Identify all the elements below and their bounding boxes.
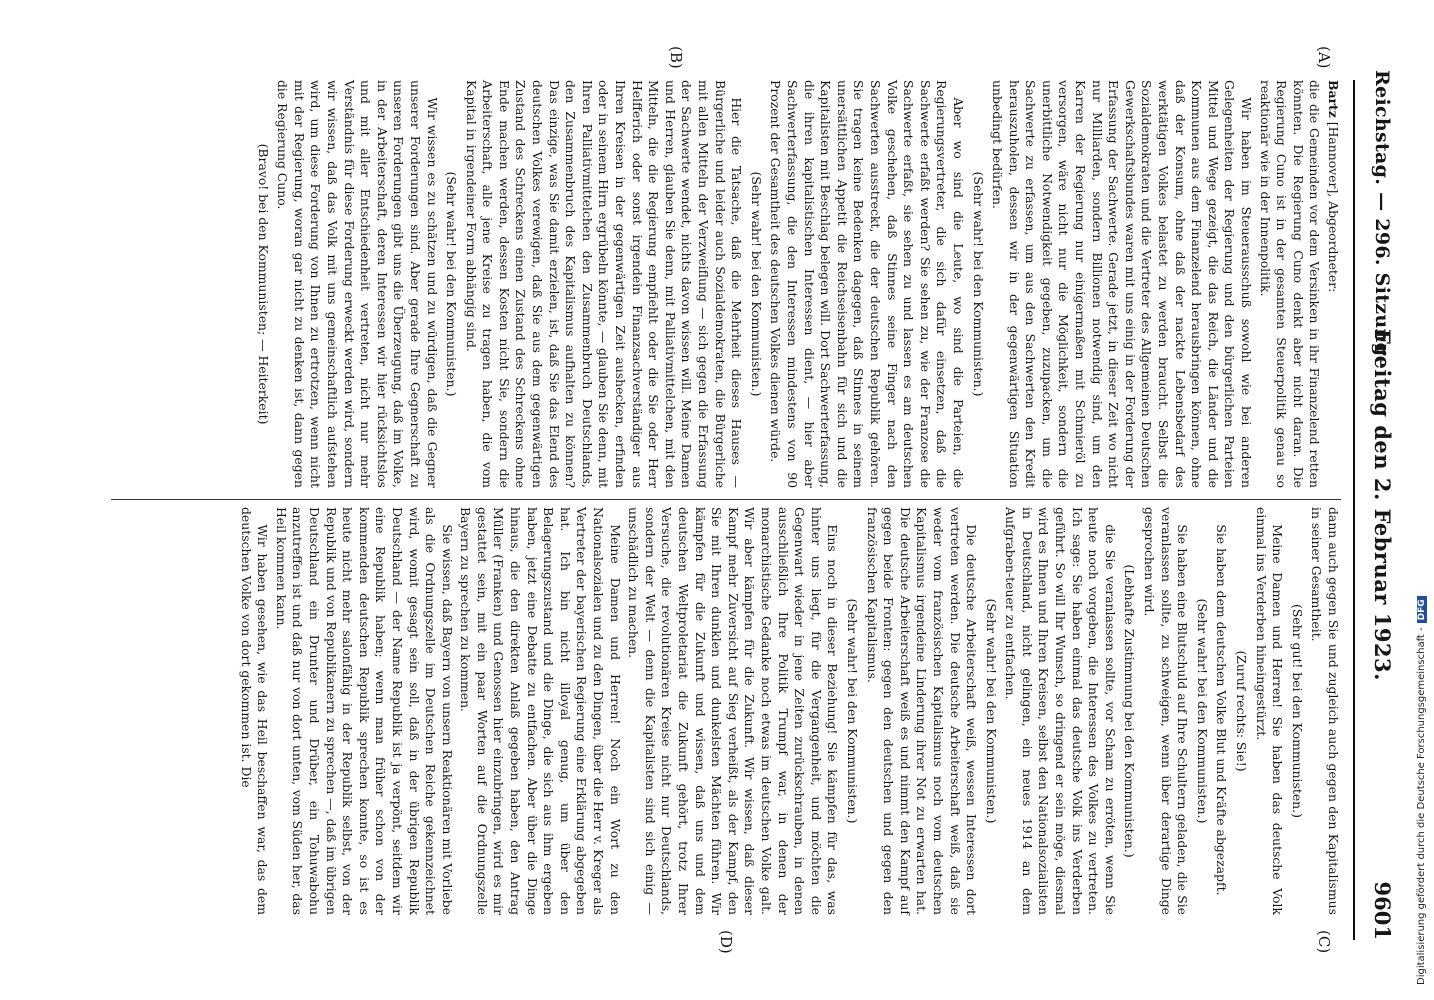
interjection: (Sehr wahr! bei den Kommunisten.) <box>1194 598 1210 824</box>
header-session: Reichstag. — 296. Sitzung. <box>1371 70 1393 364</box>
right-column <box>235 507 1341 915</box>
paragraph: Meine Damen und Herren! Sie haben das deutsche Volk einmal ins Verderben hineingestürzt. <box>1253 507 1286 915</box>
paragraph: dann auch gegen Sie und zugleich auch gegen den Kapitalismus in seiner Gesamtheit. <box>1309 507 1341 915</box>
interjection: (Bravo! bei den Kommunisten; — Heiterkeit) <box>255 143 271 425</box>
speaker-affiliation: [Hannover], Abgeordneter: <box>1326 117 1341 293</box>
paragraph: Die deutsche Arbeiterschaft weiß, wessen Interessen dort vertreten werden. Die deutsche Arbeiterschaft weiß, daß sie weder vom französischen Kapitalismus noch vom deutschen Kapitalismus irgendeine Linderung ihrer Not zu erwarten hat. Die deutsche Arbeiterschaft weiß es und nimmt den Kampf auf gegen beide Fronten: gegen den deutschen und gegen den französischen Kapitalismus. <box>864 507 980 915</box>
header-rule <box>1353 80 1355 940</box>
credit-text: Digitalisierung gefördert durch die Deutsche Forschungsgemeinschaft - <box>1416 627 1427 985</box>
interjection: (Sehr wahr! bei den Kommunisten.) <box>748 171 764 397</box>
margin-marker-b: (B) <box>667 46 685 69</box>
column-divider <box>111 499 1341 500</box>
interjection: (Zuruf rechts: Sie!) <box>1234 650 1250 772</box>
margin-marker-c: (C) <box>1315 930 1333 954</box>
credit-text-line <box>1416 596 1427 985</box>
paragraph: Aber wo sind die Leute, wo sind die Parteien, die Regierungsvertreter, die sich dafür einsetzen, daß die Sachwerte erfaßt werden? Sie sehen zu, wie der Franzose die Sachwerte erfaßt, sie sehen zu und lassen es am deutschen Volke geschehen, daß Stinnes seine Finger nach den Sachwerten ausstreckt, die der deutschen Republik gehören. Sie tragen keine Bedenken dagegen, daß Stinnes in seinem unersättlichen Appetit die Reichseisenbahn für sich und die Kapitalisten mit Beschlag belegen will. Dort Sachwerterfassung, die ihren kapitalistischen Interessen dient, — hier aber Sachwerterfassung, die den Interessen mindestens von 90 Prozent der Gesamtheit des deutschen Volkes dienen würde. <box>768 80 966 488</box>
margin-marker-a: (A) <box>1315 46 1333 69</box>
dfg-logo: DFG <box>1417 596 1427 623</box>
header-date: Freitag den 2. Februar 1923. <box>1370 329 1395 681</box>
interjection: (Sehr wahr! bei den Kommunisten.) <box>970 171 986 397</box>
paragraph: Wir wissen es zu schätzen und zu würdigen, daß die Gegner unserer Forderungen sind. Aber gerade Ihre Gegnerschaft zu unseren Forderungen gibt uns die Überzeugung, daß im Volke, in der Arbeiterschaft, deren Interessen wir hier rücksichtslos und mit aller Entschiedenheit vertreten, nicht nur mehr Verständnis für diese Forderung erweckt werden wird, sondern wir wissen, daß das Volk mit uns gemeinschaftlich aufstehen wird, um diese Forderung von Ihnen zu ertrotzen, wenn nicht mit der Regierung, woran gar nicht zu denken ist, dann gegen die Regierung Cuno. <box>275 80 440 488</box>
speaker-name: Bartz <box>1326 80 1341 118</box>
paragraph: Hier die Tatsache, daß die Mehrheit dieses Hauses — Bürgerliche und leider auch Sozialdemokraten, die Bürgerliche mit allen Mitteln der Verzweiflung — sich gegen die Erfassung der Sachwerte wendet, nichts davon wissen will. Meine Damen und Herren, glauben Sie denn, mit Palliativmittelchen, mit den Mitteln, die die Regierung empfiehlt oder die Sie oder Herr Helfferich oder sonst irgendein Finanzsachverständiger aus Ihren Kreisen in der gegenwärtigen Zeit aushecken, erfinden oder in seinem Hirn ergrübeln könnte, — glauben Sie denn, mit Ihren Palliativmittelchen den Zusammenbruch Deutschlands, den Zusammenbruch des Kapitalismus aufhalten zu können? Das einzige, was Sie damit erzielen, ist, daß Sie das Elend des deutschen Volkes verewigen, daß Sie aus dem gegenwärtigen Zustand des Schreckens einen Zustand des Schreckens ohne Ende machen werden, dessen Kosten nicht Sie, sondern die Arbeiterschaft, alle jene Kreise zu tragen haben, die vom Kapital in irgendeiner Form abhängig sind. <box>463 80 745 488</box>
interjection: (Sehr wahr! bei den Kommunisten.) <box>444 171 460 397</box>
paragraph: die Sie veranlassen sollte, vor Scham zu erröten, wenn Sie heute noch vorgeben, die Interessen des Volkes zu vertreten. Ich sage: Sie haben einmal das deutsche Volk ins Verderben geführt. So will Ihr Wunsch, so dringend er sein möge, diesmal wird es Ihnen und Ihren Kreisen, selbst den Nationalsozialisten in Deutschland, nicht gelingen, ein neues 1914 an dem Aufgraben-teuer zu entfachen. <box>1003 507 1118 915</box>
interjection: (Sehr gut! bei den Kommunisten.) <box>1289 604 1305 818</box>
paragraph: Wir haben im Steuerausschuß sowohl wie bei anderen Gelegenheiten der Regierung und den bürgerlichen Parteien Mittel und Wege gezeigt, die das Reich, die Länder und die Kommunen aus dem Finanzelend herausbringen können, ohne daß der Konsum, ohne daß der nackte Lebensbedarf des werktätigen Volkes belastet zu werden braucht. Selbst die Sozialdemokraten und die Vertreter des Allgemeinen Deutschen Gewerkschaftsbundes waren mit uns einig in der Forderung der Erfassung der Sachwerte. Gerade jetzt, in dieser Zeit wo nicht nur Milliarden, sondern Billionen notwendig sind, um den Karren der Regierung nur einigermaßen mit Schmieröl zu versorgen, wäre nicht nur die Möglichkeit, sondern die unerbittliche Notwendigkeit gegeben, zuzupacken, um die Sachwerte zu erfassen, um aus den Sachwerten den Kredit herauszuholen, dessen wir in der gegenwärtigen Situation unbedingt bedürfen. <box>990 80 1255 488</box>
speaker-line <box>1324 80 1341 488</box>
margin-marker-d: (D) <box>717 930 735 954</box>
page-number: 9601 <box>1370 881 1395 940</box>
paragraph: Meine Damen und Herren! Noch ein Wort zu den Nationalsozialen und zu den Dingen, über die Herr v. Kreger als Vertreter der bayerischen Regierung eine Erklärung abgegeben hat. Ich bin nicht illoyal genug, um über den Belagerungszustand und die Dinge, die sich aus ihm ergeben haben, jetzt eine Debatte zu entfachen. Aber über die Dinge hinaus, die den direkten Anlaß gegeben haben, den Antrag Müller (Franken) und Genossen hier einzubringen, wird es mir gestattet sein, mit ein paar Worten auf die Ordnungszelle Bayern zu sprechen zu kommen. <box>458 507 623 915</box>
paragraph: die die Gemeinden vor dem Versinken in ihr Finanzelend retten könnten. Die Regierung Cuno denkt aber nicht daran. Die Regierung Cuno ist in der gesamten Steuerpolitik genau so reaktionär wie in der Innenpolitik. <box>1257 80 1323 488</box>
interjection: (Sehr wahr! bei den Kommunisten.) <box>983 598 999 824</box>
digitization-credit <box>1414 0 1434 1000</box>
interjection: (Sehr wahr! bei den Kommunisten.) <box>844 598 860 824</box>
paragraph: Sie haben eine Blutschuld auf Ihre Schultern geladen, die Sie veranlassen sollte, zu schweigen, wenn über derartige Dinge gesprochen wird. <box>1142 507 1191 915</box>
interjection: (Lebhafte Zustimmung bei den Kommunisten.) <box>1122 564 1138 858</box>
paragraph: Sie wissen, daß Bayern von unsern Reaktionären mit Vorliebe als die Ordnungszelle im Deutschen Reiche gekennzeichnet wird, womit gesagt sein soll, daß in der übrigen Republik Deutschland — der Name Republik ist ja verpönt, seitdem wir eine Republik haben; wenn man früher schon von der kommenden deutschen Republik sprechen konnte, so ist es heute nicht mehr salonfähig in der Republik selbst, von der Republik und von Republikanern zu sprechen —, daß im übrigen Deutschland ein Drunter und Drüber, ein Tohuwabohu anzutreffen ist und daß nur von dort unten, vom Süden her, das Heil kommen kann. <box>273 507 455 915</box>
paragraph: Sie haben dem deutschen Volke Blut und Kräfte abgezapft. <box>1214 524 1230 896</box>
left-column <box>251 80 1341 488</box>
running-head <box>1353 70 1407 940</box>
paragraph: Eins noch in dieser Beziehung! Sie kämpfen für das, was hinter uns liegt, für die Vergangenheit, und möchten die Gegenwart wieder in jene Zeiten zurückschrauben, in denen ausschließlich Ihre Politik Trumpf war, in denen der monarchistische Gedanke noch etwas im deutschen Volke galt. Wir aber kämpfen für die Zukunft. Wir wissen, daß dieser Kampf mehr Zuversicht auf Sieg verheißt, als der Kampf, den Sie mit Ihren dunklen und dunkelsten Mächten führen. Wir kämpfen für die Zukunft und wissen, daß uns und dem deutschen Weltproletariat die Zukunft gehört, trotz Ihrer Versuche, die revolutionären Kreise nicht nur Deutschlands, sondern der Welt — denn die Kapitalisten sind sich einig — unschädlich zu machen. <box>626 507 841 915</box>
paragraph: Wir haben gesehen, wie das Heil beschaffen war, das dem deutschen Volke von dort gekommen ist. Die <box>238 507 271 915</box>
